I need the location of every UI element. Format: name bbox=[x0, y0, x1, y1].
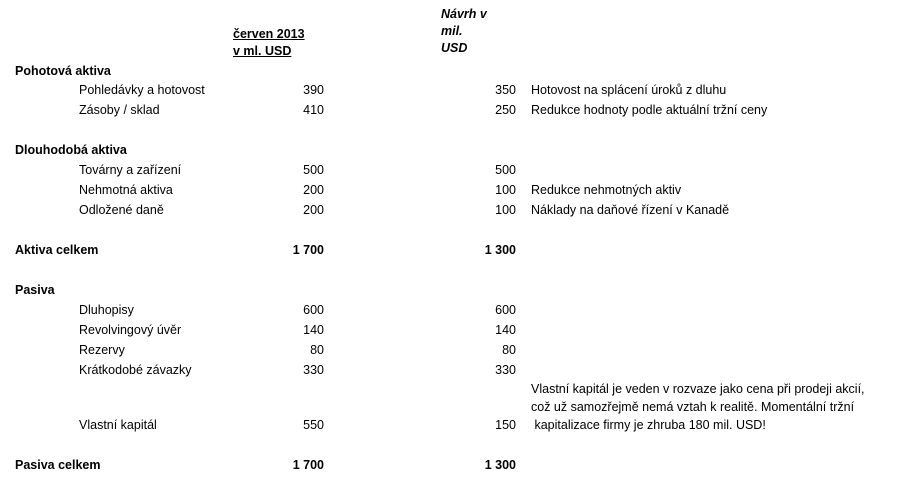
row-label: Továrny a zařízení bbox=[79, 163, 182, 177]
row-note: Redukce nehmotných aktiv bbox=[531, 183, 682, 197]
row-value-june: 200 bbox=[303, 183, 324, 197]
row-label: Zásoby / sklad bbox=[79, 103, 160, 117]
row-label: Nehmotná aktiva bbox=[79, 183, 173, 197]
row-value-proposal: 150 bbox=[495, 418, 516, 432]
row-value-proposal: 330 bbox=[495, 363, 516, 377]
row-label: Krátkodobé závazky bbox=[79, 363, 192, 377]
row-value-june: 200 bbox=[303, 203, 324, 217]
row-note: Náklady na daňové řízení v Kanadě bbox=[531, 203, 730, 217]
row-value-proposal: 100 bbox=[495, 183, 516, 197]
row-value-june: 410 bbox=[303, 103, 324, 117]
row-value-june: 390 bbox=[303, 83, 324, 97]
row-label: Odložené daně bbox=[79, 203, 164, 217]
row-value-june: 140 bbox=[303, 323, 324, 337]
row-label: Rezervy bbox=[79, 343, 125, 357]
row-value-proposal: 600 bbox=[495, 303, 516, 317]
liabilities-total-june: 1 700 bbox=[292, 458, 324, 472]
section-title-current-assets: Pohotová aktiva bbox=[15, 64, 111, 78]
row-value-proposal: 100 bbox=[495, 203, 516, 217]
row-note: Redukce hodnoty podle aktuální tržní ceny bbox=[531, 103, 768, 117]
row-value-proposal: 250 bbox=[495, 103, 516, 117]
row-value-june: 330 bbox=[303, 363, 324, 377]
row-label: Dluhopisy bbox=[79, 303, 134, 317]
row-label: Vlastní kapitál bbox=[79, 418, 157, 432]
row-value-proposal: 80 bbox=[502, 343, 516, 357]
row-value-june: 550 bbox=[303, 418, 324, 432]
section-title-long-term-assets: Dlouhodobá aktiva bbox=[15, 143, 127, 157]
row-note: Hotovost na splácení úroků z dluhu bbox=[531, 83, 727, 97]
row-value-june: 80 bbox=[310, 343, 324, 357]
assets-total-june: 1 700 bbox=[292, 243, 324, 257]
section-title-liabilities: Pasiva bbox=[15, 283, 55, 297]
liabilities-total-proposal: 1 300 bbox=[484, 458, 516, 472]
equity-note: Vlastní kapitál je veden v rozvaze jako cena při prodeji akcií, což už samozřejmě nemá vztah k realitě. Momentální tržní kapitalizace firmy je zhruba 180 mil. USD! bbox=[531, 382, 865, 432]
row-label: Revolvingový úvěr bbox=[79, 323, 182, 337]
liabilities-total-label: Pasiva celkem bbox=[15, 458, 101, 472]
row-label: Pohledávky a hotovost bbox=[79, 83, 205, 97]
row-value-june: 500 bbox=[303, 163, 324, 177]
column-header-june-2013: červen 2013 v ml. USD bbox=[233, 27, 305, 58]
row-value-june: 600 bbox=[303, 303, 324, 317]
row-value-proposal: 500 bbox=[495, 163, 516, 177]
row-value-proposal: 350 bbox=[495, 83, 516, 97]
column-header-proposal: Návrh v mil. USD bbox=[441, 7, 487, 55]
assets-total-proposal: 1 300 bbox=[484, 243, 516, 257]
assets-total-label: Aktiva celkem bbox=[15, 243, 99, 257]
row-value-proposal: 140 bbox=[495, 323, 516, 337]
